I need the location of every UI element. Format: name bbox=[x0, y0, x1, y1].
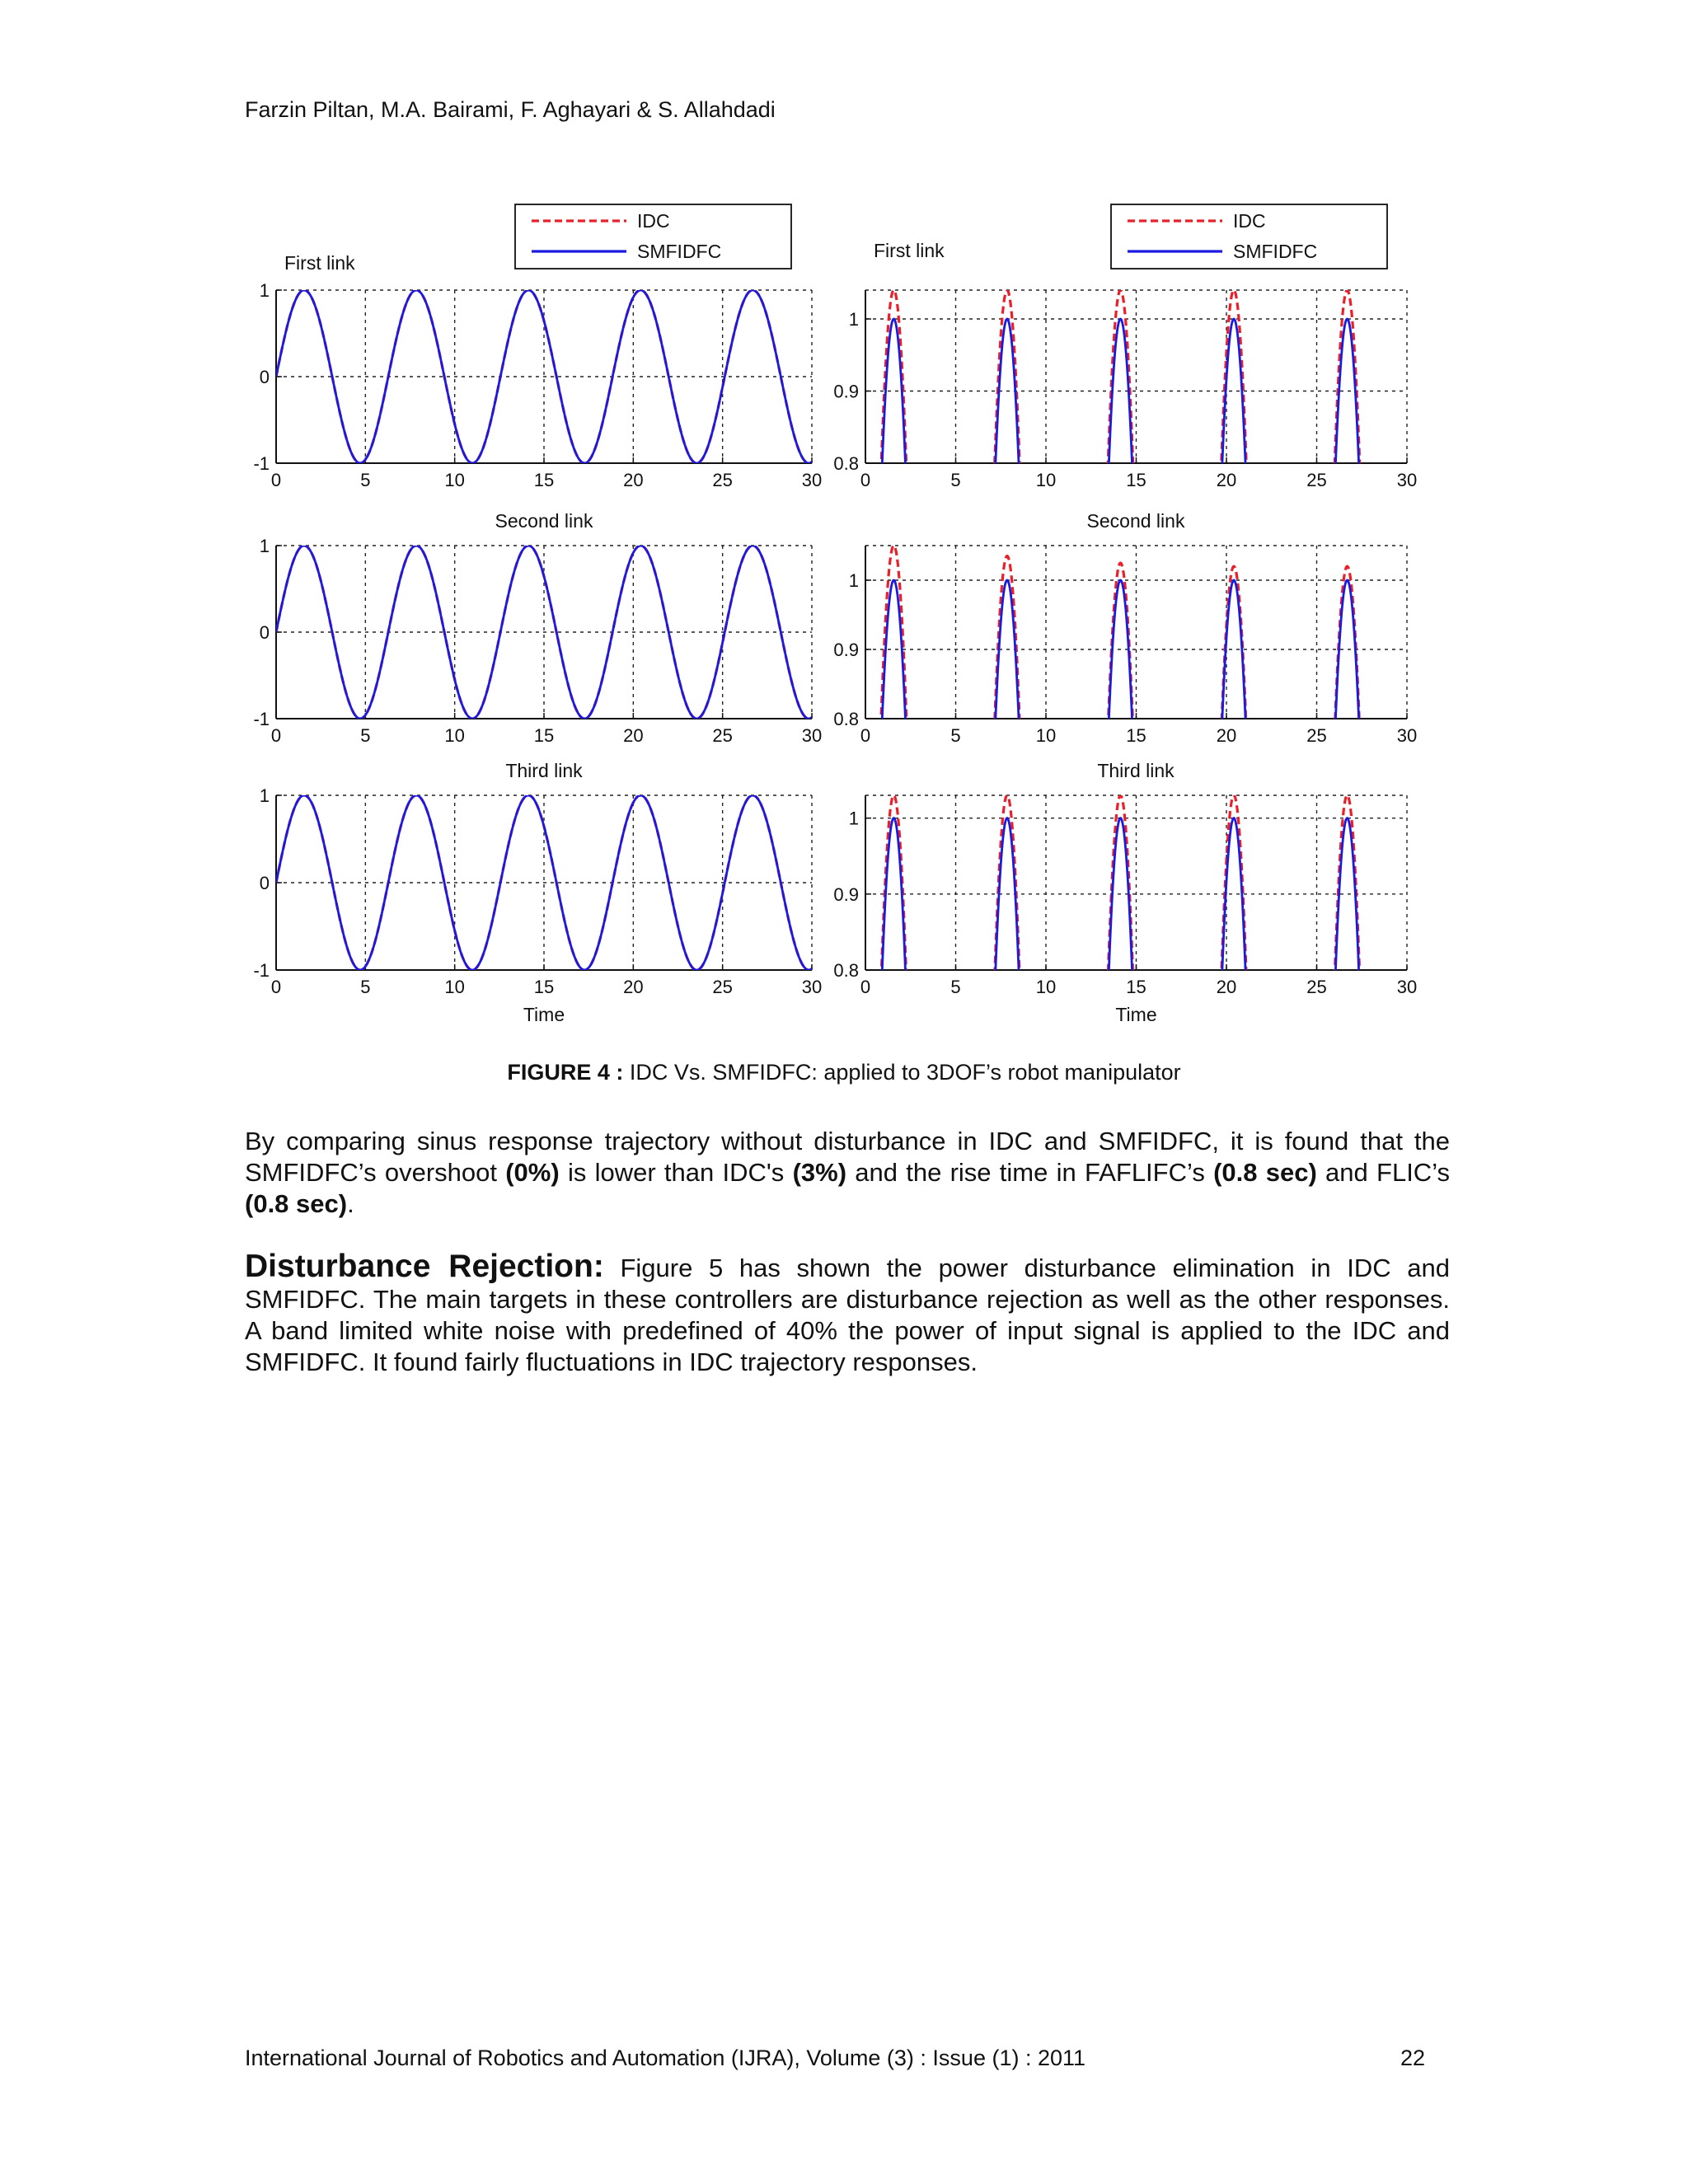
x-axis-label: Time bbox=[523, 1004, 565, 1025]
p1-bold-overshoot-smfidfc: (0%) bbox=[505, 1158, 560, 1187]
x-tick-label: 10 bbox=[444, 470, 465, 490]
y-tick-label: 1 bbox=[259, 536, 270, 556]
x-tick-label: 20 bbox=[623, 470, 644, 490]
x-tick-label: 15 bbox=[1126, 977, 1146, 997]
y-tick-label: 1 bbox=[259, 785, 270, 806]
legend-label-idc: IDC bbox=[1233, 210, 1266, 232]
y-tick-label: 0 bbox=[259, 873, 270, 893]
figure-caption-text: IDC Vs. SMFIDFC: applied to 3DOF’s robot manipulator bbox=[629, 1060, 1181, 1085]
y-tick-label: 1 bbox=[259, 280, 270, 301]
x-tick-label: 20 bbox=[623, 977, 644, 997]
subplot-6 bbox=[833, 760, 1417, 1025]
x-tick-label: 5 bbox=[950, 977, 961, 997]
x-tick-label: 25 bbox=[712, 725, 733, 746]
x-tick-label: 30 bbox=[1396, 470, 1418, 490]
y-tick-label: 1 bbox=[848, 570, 859, 591]
p1-text-3: and the rise time in FAFLIFC’s bbox=[846, 1158, 1214, 1187]
legend-label-smfidfc: SMFIDFC bbox=[637, 241, 722, 262]
x-tick-label: 5 bbox=[950, 470, 961, 490]
y-tick-label: 0.8 bbox=[833, 453, 859, 474]
x-tick-label: 30 bbox=[801, 725, 823, 746]
x-tick-label: 15 bbox=[1126, 470, 1146, 490]
x-axis-label: Time bbox=[1115, 1004, 1157, 1025]
figure-label: FIGURE 4 : bbox=[507, 1060, 624, 1085]
p1-text-4: and FLIC’s bbox=[1316, 1158, 1451, 1187]
subplot-title: Third link bbox=[505, 760, 583, 781]
y-tick-label: 1 bbox=[848, 808, 859, 829]
subplot-4 bbox=[833, 510, 1417, 746]
y-tick-label: 0.9 bbox=[833, 381, 859, 402]
p2-text: Figure 5 has shown the power disturbance elimination in IDC and SMFIDFC. The main targets in these controllers are disturbance rejection as well as the other responses. A band limited white noise with predefined of 40% the power of input signal is applied to the IDC and SMFIDFC. It found fairly fluctuations in IDC trajectory responses. bbox=[245, 1254, 1450, 1376]
x-tick-label: 20 bbox=[1216, 725, 1237, 746]
y-tick-label: -1 bbox=[253, 709, 270, 729]
p1-bold-rise-time-2: (0.8 sec) bbox=[245, 1189, 348, 1218]
x-tick-label: 0 bbox=[860, 725, 871, 746]
x-tick-label: 0 bbox=[270, 725, 282, 746]
x-tick-label: 15 bbox=[533, 470, 555, 490]
figure-caption bbox=[0, 1060, 1688, 1085]
x-tick-label: 15 bbox=[533, 725, 555, 746]
paragraph-disturbance-rejection bbox=[245, 1251, 1450, 1378]
y-tick-label: 0.9 bbox=[833, 640, 859, 660]
p1-text-2: is lower than IDC's bbox=[559, 1158, 793, 1187]
x-tick-label: 25 bbox=[1306, 725, 1327, 746]
p1-text-5: . bbox=[347, 1189, 354, 1218]
x-tick-label: 25 bbox=[712, 977, 733, 997]
y-tick-label: -1 bbox=[253, 453, 270, 474]
x-tick-label: 5 bbox=[360, 470, 371, 490]
y-tick-label: 0 bbox=[259, 622, 270, 643]
subplot-1 bbox=[253, 252, 822, 490]
legend-1 bbox=[515, 204, 791, 269]
x-tick-label: 25 bbox=[1306, 977, 1327, 997]
y-tick-label: 0.8 bbox=[833, 960, 859, 981]
paragraph-sinus-response bbox=[245, 1126, 1450, 1220]
x-tick-label: 30 bbox=[1396, 977, 1418, 997]
x-tick-label: 30 bbox=[801, 977, 823, 997]
x-tick-label: 5 bbox=[950, 725, 961, 746]
p1-text-1: By comparing sinus response trajectory without disturbance in IDC and SMFIDFC, it is found that the SMFIDFC’s overshoot bbox=[245, 1127, 1450, 1187]
subplot-title: First link bbox=[284, 252, 355, 274]
x-tick-label: 15 bbox=[1126, 725, 1146, 746]
x-tick-label: 0 bbox=[860, 977, 871, 997]
page-number: 22 bbox=[1400, 2046, 1425, 2070]
x-tick-label: 5 bbox=[360, 977, 371, 997]
x-tick-label: 25 bbox=[1306, 470, 1327, 490]
p1-bold-rise-time-1: (0.8 sec) bbox=[1213, 1158, 1317, 1187]
x-tick-label: 0 bbox=[270, 470, 282, 490]
subplot-title: Second link bbox=[1086, 510, 1185, 532]
x-tick-label: 0 bbox=[270, 977, 282, 997]
legend-label-smfidfc: SMFIDFC bbox=[1233, 241, 1318, 262]
subplot-title: Second link bbox=[495, 510, 593, 532]
y-tick-label: -1 bbox=[253, 960, 270, 981]
x-tick-label: 10 bbox=[1035, 977, 1057, 997]
x-tick-label: 15 bbox=[533, 977, 555, 997]
y-tick-label: 0.9 bbox=[833, 883, 859, 905]
series-line-smfidfc bbox=[865, 319, 1407, 466]
subplot-title: Third link bbox=[1097, 760, 1175, 781]
x-tick-label: 10 bbox=[444, 977, 465, 997]
subplot-5 bbox=[253, 760, 822, 1025]
subplot-3 bbox=[253, 510, 822, 746]
x-tick-label: 10 bbox=[1035, 725, 1057, 746]
x-tick-label: 20 bbox=[1216, 470, 1237, 490]
legend-label-idc: IDC bbox=[637, 210, 670, 232]
x-tick-label: 20 bbox=[623, 725, 644, 746]
running-head-authors: Farzin Piltan, M.A. Bairami, F. Aghayari & S. Allahdadi bbox=[245, 97, 776, 122]
x-tick-label: 0 bbox=[860, 470, 871, 490]
subplot-title: First link bbox=[874, 240, 945, 261]
subplot-2 bbox=[833, 240, 1417, 490]
x-tick-label: 10 bbox=[444, 725, 465, 746]
figure-4 bbox=[0, 0, 1688, 1038]
section-heading: Disturbance Rejection: bbox=[245, 1249, 604, 1284]
x-tick-label: 10 bbox=[1035, 470, 1057, 490]
x-tick-label: 20 bbox=[1216, 977, 1237, 997]
y-tick-label: 0 bbox=[259, 367, 270, 387]
footer-journal: International Journal of Robotics and Automation (IJRA), Volume (3) : Issue (1) : 2011 bbox=[245, 2046, 1086, 2070]
p1-bold-overshoot-idc: (3%) bbox=[792, 1158, 847, 1187]
x-tick-label: 30 bbox=[801, 470, 823, 490]
x-tick-label: 5 bbox=[360, 725, 371, 746]
y-tick-label: 0.8 bbox=[833, 709, 859, 729]
legend-2 bbox=[1111, 204, 1387, 269]
y-tick-label: 1 bbox=[848, 309, 859, 330]
x-tick-label: 25 bbox=[712, 470, 733, 490]
x-tick-label: 30 bbox=[1396, 725, 1418, 746]
